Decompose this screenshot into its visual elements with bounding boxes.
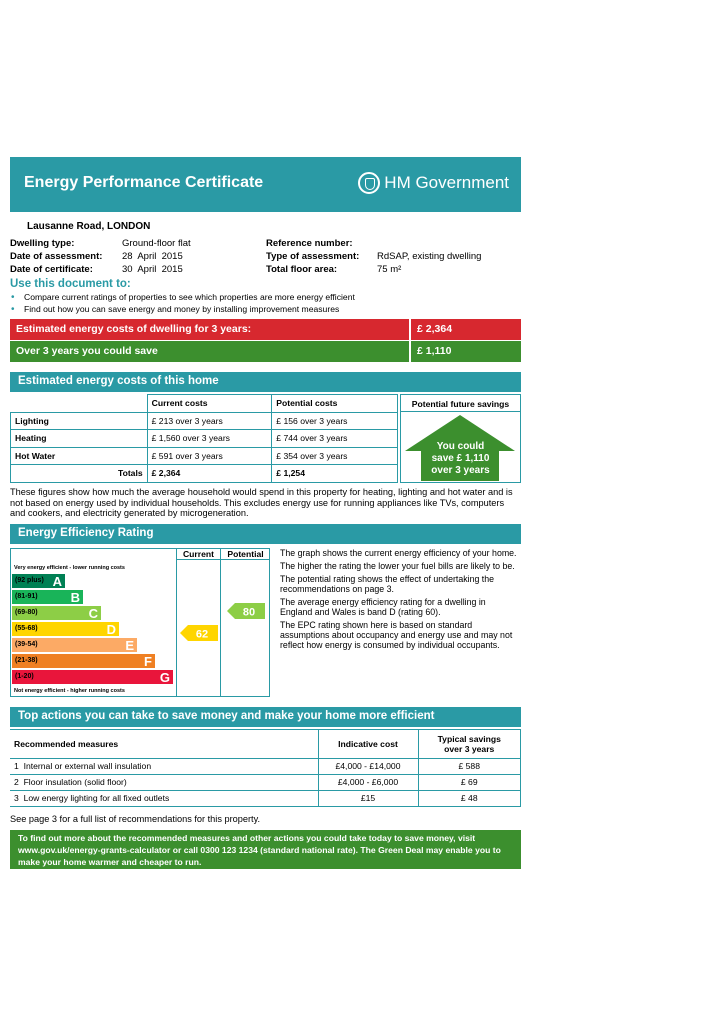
list-item: • Find out how you can save energy and money by installing improvement measures [10,304,521,316]
government-name: HM Government [384,173,509,192]
savings-line: You could [436,441,485,452]
explanation-paragraph: The average energy efficiency rating for a dwelling in England and Wales is band D (rating 60). [280,596,486,617]
rating-band-b [12,590,83,605]
table-row [11,447,398,465]
costs-table-area [10,394,521,483]
estimated-costs-label: Estimated energy costs of dwelling for 3 years: [16,323,252,335]
certificate-date-label: Date of certificate: [10,264,93,275]
band-letter: G [159,669,170,685]
assessment-date-label: Date of assessment: [10,251,103,262]
recommendations-table [10,729,521,807]
table-row [11,430,398,448]
band-letter: F [144,653,152,669]
measure-saving: £ 48 [418,790,521,806]
certificate-page [10,157,521,869]
costs-table [10,394,398,483]
savings-arrow-text [401,441,520,477]
explanation-paragraph: The higher the rating the lower your fuel bills are likely to be. [280,560,515,571]
band-letter: B [70,589,80,605]
table-row [10,774,521,790]
green-deal-box: To find out more about the recommended measures and other actions you could take today to save money, visit www.gov.uk/energy-grants-calculator or call 0300 123 1234 (standard national rate). The Green Deal may enable you to make your home warmer and cheaper to run. [10,830,521,869]
potential-cost: £ 744 over 3 years [272,430,398,448]
reference-label: Reference number: [266,238,353,249]
row-label: Heating [11,430,148,448]
savings-label: Over 3 years you could save [16,345,158,357]
potential-cost: £ 354 over 3 years [272,447,398,465]
measure-number: 2 [14,777,19,787]
current-rating-value: 62 [195,628,209,640]
current-cost: £ 1,560 over 3 years [147,430,272,448]
band-range: (39-54) [15,640,38,648]
col-measures: Recommended measures [10,729,318,758]
crest-icon [358,172,380,194]
col-cost: Indicative cost [318,729,418,758]
band-range: (1-20) [15,672,34,680]
property-details [10,238,521,278]
band-range: (92 plus) [15,576,44,584]
estimated-costs-value: £ 2,364 [409,319,521,340]
rating-band-a [12,574,65,589]
measure-name: Floor insulation (solid floor) [23,777,127,787]
band-range: (55-68) [15,624,38,632]
total-current: £ 2,364 [147,465,272,483]
explanation-paragraph: The graph shows the current energy efficiency of your home. [280,547,517,558]
col-current: Current [182,548,215,559]
band-range: (21-38) [15,656,38,664]
energy-rating-chart [10,548,521,718]
col-savings [418,729,521,758]
current-rating-arrow [180,625,218,641]
floor-area-value: 75 m² [377,264,402,275]
rating-band-e [12,638,137,653]
see-page-note: See page 3 for a full list of recommendations for this property. [10,813,261,824]
floor-area-label: Total floor area: [266,264,338,275]
row-label: Lighting [11,412,148,430]
measure-number: 1 [14,761,19,771]
row-label: Hot Water [11,447,148,465]
band-letter: D [106,621,116,637]
totals-row [11,465,398,483]
band-range: (81-91) [15,592,38,600]
savings-line: over 3 years [431,465,490,476]
current-cost: £ 591 over 3 years [147,447,272,465]
band-letter: A [52,573,62,589]
explanation-paragraph: The potential rating shows the effect of undertaking the recommendations on page 3. [280,573,495,594]
measure-cost: £4,000 - £6,000 [318,774,418,790]
use-document-list [10,292,521,315]
rating-band-c [12,606,101,621]
table-row [10,790,521,806]
bottom-note: Not energy efficient - higher running costs [14,687,125,694]
actions-section-title: Top actions you can take to save money and make your home more efficient [10,707,521,727]
totals-label: Totals [11,465,148,483]
rating-band-d [12,622,119,637]
current-cost: £ 213 over 3 years [147,412,272,430]
col-savings-line: over 3 years [444,743,495,754]
dwelling-type-value: Ground-floor flat [122,238,191,249]
savings-line: save £ 1,110 [431,453,490,464]
use-document-title: Use this document to: [10,278,131,290]
estimated-costs-bar [10,319,521,340]
band-letter: E [125,637,134,653]
current-column [176,548,221,697]
measure-cost: £4,000 - £14,000 [318,758,418,774]
measure-cost: £15 [318,790,418,806]
potential-rating-arrow [227,603,265,619]
measure-saving: £ 69 [418,774,521,790]
table-row [10,758,521,774]
costs-note: These figures show how much the average household would spend in this property for heating, lighting and hot water and is not based on energy used by individual households. This excludes energy use for running appliances like TVs, computers and cookers, and electricity generated by microgeneration. [10,487,513,518]
assessment-type-label: Type of assessment: [266,251,360,262]
potential-rating-value: 80 [242,606,256,618]
savings-value: £ 1,110 [409,341,521,362]
savings-bar [10,341,521,362]
future-savings-box [400,394,521,483]
eer-section-title: Energy Efficiency Rating [10,524,521,544]
measure-name: Low energy lighting for all fixed outlets [23,793,170,803]
list-item: • Compare current ratings of properties to see which properties are more energy efficient [10,292,521,304]
government-logo [358,172,509,194]
col-potential: Potential [227,548,264,559]
top-note: Very energy efficient - lower running costs [14,564,125,571]
measure-number: 3 [14,793,19,803]
potential-cost: £ 156 over 3 years [272,412,398,430]
col-savings-line: Typical savings [437,733,501,744]
total-potential: £ 1,254 [272,465,398,483]
measure-name: Internal or external wall insulation [23,761,152,771]
page-title: Energy Performance Certificate [24,174,264,191]
table-row [11,412,398,430]
property-address: Lausanne Road, LONDON [27,221,151,232]
rating-explanation [280,548,518,653]
col-future-savings: Potential future savings [401,395,520,412]
rating-band-g [12,670,173,685]
costs-section-title: Estimated energy costs of this home [10,372,521,392]
assessment-type-value: RdSAP, existing dwelling [377,251,482,262]
measure-saving: £ 588 [418,758,521,774]
col-potential-costs: Potential costs [272,395,398,413]
band-letter: C [88,605,98,621]
explanation-paragraph: The EPC rating shown here is based on standard assumptions about occupancy and energy use and may not reflect how energy is consumed by individual occupants. [280,619,513,650]
header-banner [10,157,521,212]
assessment-date-value: 28 April 2015 [122,251,183,262]
certificate-date-value: 30 April 2015 [122,264,183,275]
band-range: (69-80) [15,608,38,616]
dwelling-type-label: Dwelling type: [10,238,75,249]
rating-band-f [12,654,155,669]
col-current-costs: Current costs [147,395,272,413]
